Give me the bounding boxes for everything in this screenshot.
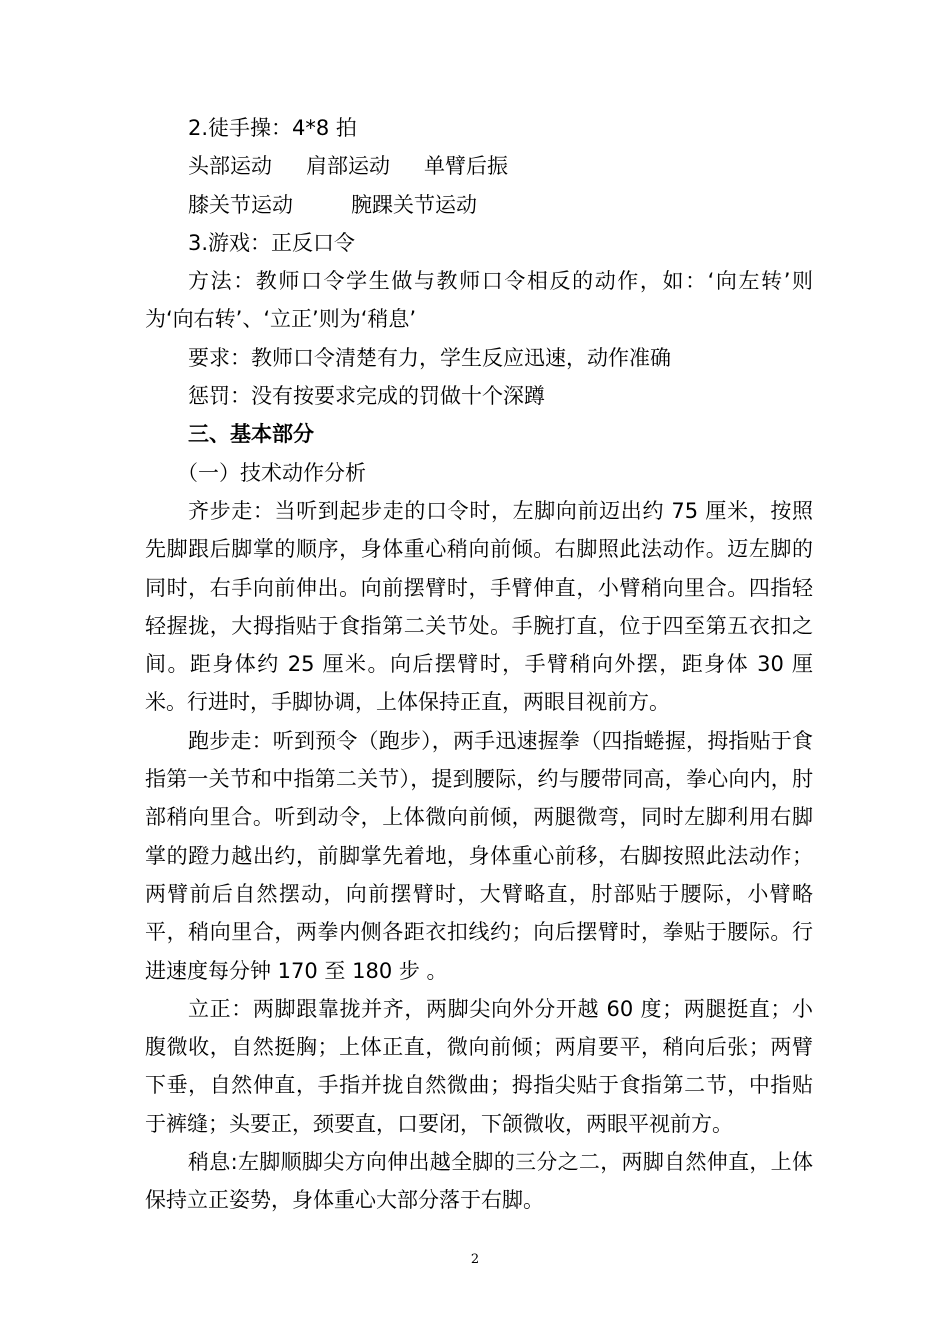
drill-item: 头部运动 bbox=[188, 154, 272, 179]
drill-title: 2.徒手操：4*8 拍 bbox=[188, 116, 357, 140]
paragraph-run: 跑步走：听到预令（跑步），两手迅速握拳（四指蜷握，拇指贴于食指第一关节和中指第二关节），提到腰际，约与腰带同高，拳心向内，肘部稍向里合。听到动令，上体微向前倾，两腿微弯，同时左脚利用右脚掌的蹬力越出约，前脚掌先着地，身体重心前移，右脚按照此法动作；两臂前后自然摆动，向前摆臂时，大臂略直，肘部贴于腰际，小臂略平，稍向里合，两拳内侧各距衣扣线约；向后摆臂时，拳贴于腰际。行进速度每分钟 170 至 180 步 。 bbox=[145, 728, 813, 983]
drill-row-1 bbox=[145, 147, 813, 185]
paragraph-attention: 立正：两脚跟靠拢并齐，两脚尖向外分开越 60 度；两腿挺直；小腹微收，自然挺胸；上体正直，微向前倾；两肩要平，稍向后张；两臂下垂，自然伸直，手指并拢自然微曲；拇指尖贴于食指第二节，中指贴于裤缝；头要正，颈要直，口要闭，下颌微收，两眼平视前方。 bbox=[145, 996, 813, 1136]
drill-row-2 bbox=[145, 186, 813, 224]
section-subheading: （一）技术动作分析 bbox=[177, 460, 366, 485]
page-number: 2 bbox=[470, 1252, 480, 1267]
game-method: 方法：教师口令学生做与教师口令相反的动作，如：‘向左转’则为‘向右转’、‘立正’则为‘稍息’ bbox=[145, 269, 813, 332]
game-title: 3.游戏：正反口令 bbox=[188, 230, 356, 255]
page-content bbox=[145, 109, 813, 1220]
game-requirement: 要求：教师口令清楚有力，学生反应迅速，动作准确 bbox=[188, 345, 671, 370]
game-penalty: 惩罚：没有按要求完成的罚做十个深蹲 bbox=[188, 384, 545, 409]
drill-item: 肩部运动 bbox=[306, 154, 390, 179]
paragraph-march: 齐步走：当听到起步走的口令时，左脚向前迈出约 75 厘米，按照先脚跟后脚掌的顺序，身体重心稍向前倾。右脚照此法动作。迈左脚的同时，右手向前伸出。向前摆臂时，手臂伸直，小臂稍向里合。四指轻轻握拢，大拇指贴于食指第二关节处。手腕打直，位于四至第五衣扣之间。距身体约 25 厘米。向后摆臂时，手臂稍向外摆，距身体 30 厘米。行进时，手脚协调，上体保持正直，两眼目视前方。 bbox=[145, 498, 813, 715]
section-heading: 三、基本部分 bbox=[188, 422, 314, 447]
drill-item: 单臂后振 bbox=[424, 154, 508, 179]
drill-item: 膝关节运动 bbox=[188, 192, 293, 217]
drill-item: 腕踝关节运动 bbox=[351, 192, 477, 217]
paragraph-at-ease: 稍息:左脚顺脚尖方向伸出越全脚的三分之二，两脚自然伸直，上体保持立正姿势，身体重心大部分落于右脚。 bbox=[145, 1150, 813, 1213]
